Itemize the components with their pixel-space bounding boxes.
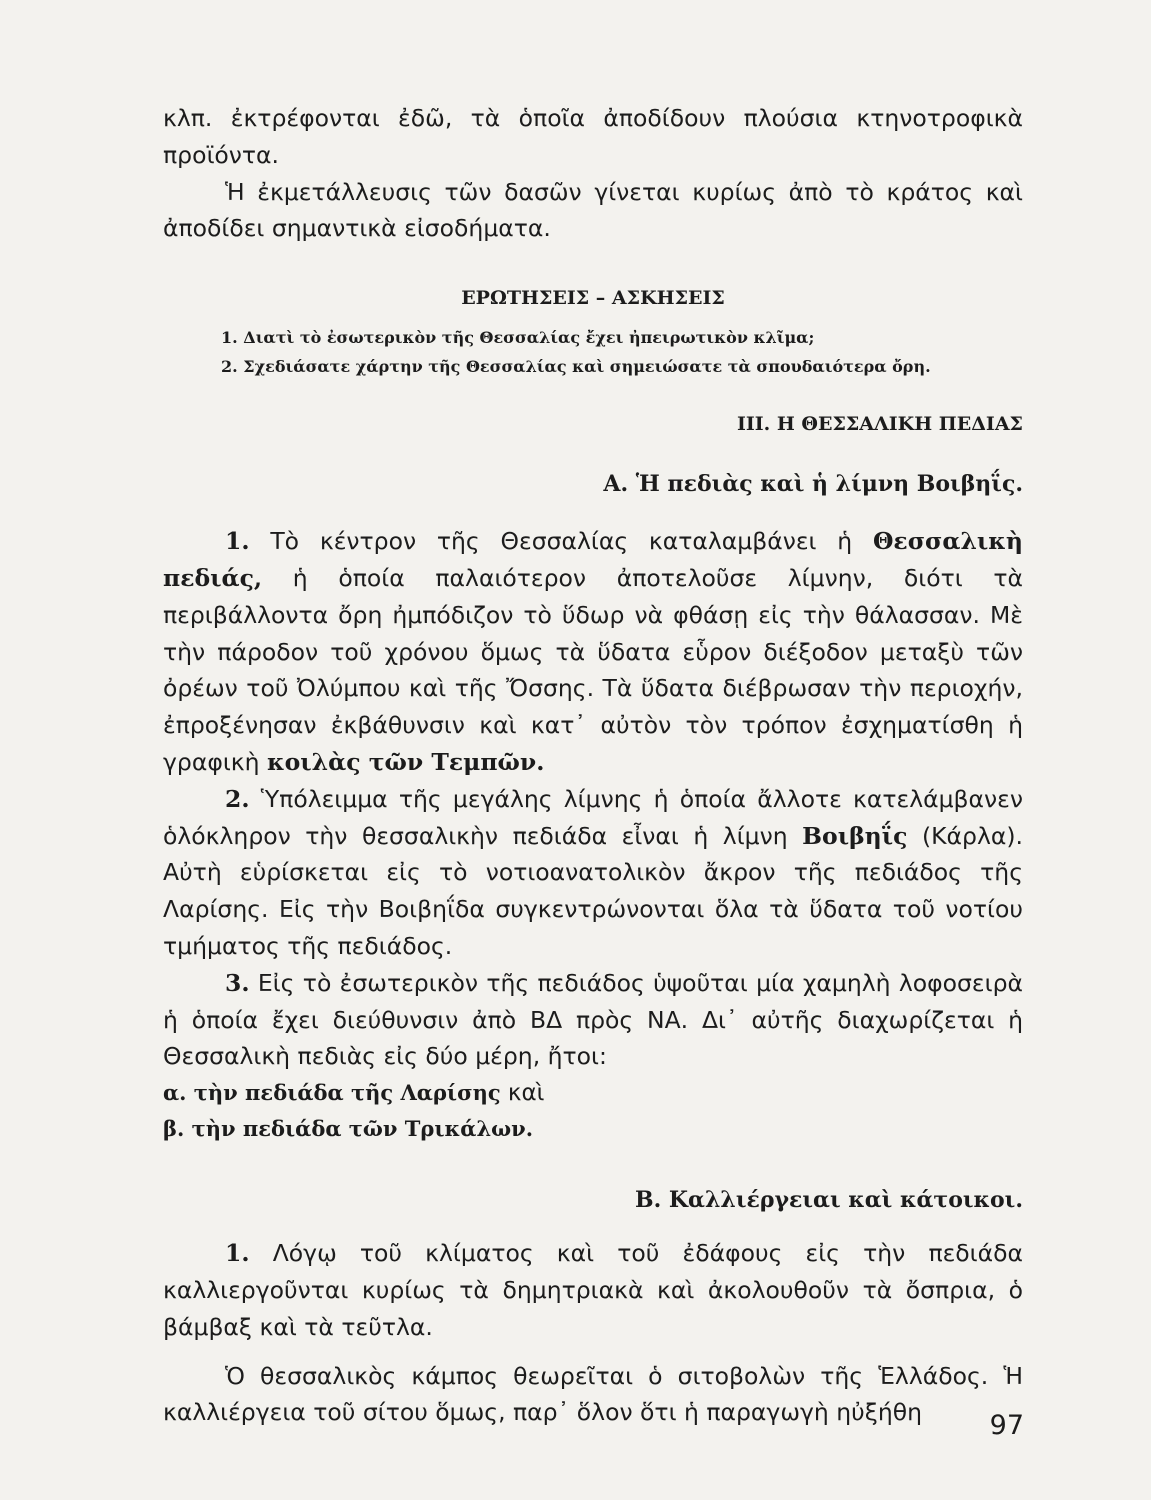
- paragraph-text: Λόγῳ τοῦ κλίματος καὶ τοῦ ἐδάφους εἰς τὴν πεδιάδα καλλιεργοῦνται κυρίως τὰ δημητριακὰ καὶ ἀκολουθοῦν τὰ ὄσπρια, ὁ βάμβαξ καὶ τὰ τεῦτλα.: [163, 1239, 1023, 1341]
- section-b-paragraph-1: [163, 1235, 1023, 1345]
- paragraph-text: Ὑπόλειμμα τῆς μεγάλης λίμνης ἡ ὁποία ἄλλοτε κατελάμβανεν ὁλόκληρον τὴν θεσσαλικὴν πεδιάδα εἶναι ἡ λίμνη: [163, 784, 1023, 850]
- paragraph-number: 1.: [225, 527, 250, 556]
- list-item-bold: β. τὴν πεδιάδα τῶν Τρικάλων.: [163, 1116, 534, 1142]
- section-b-title: Β. Καλλιέργειαι καὶ κάτοικοι.: [635, 1187, 1023, 1214]
- bold-term: Θεσσαλικὴ πεδιάς,: [163, 527, 1023, 592]
- intro-paragraph-1: κλπ. ἐκτρέφονται ἐδῶ, τὰ ὁποῖα ἀποδίδουν πλούσια κτηνοτροφικὰ προϊόντα.: [163, 104, 1023, 169]
- section-a-paragraph-3: [163, 965, 1023, 1075]
- section-a-paragraph-2: [163, 781, 1023, 965]
- questions-heading: ΕΡΩΤΗΣΕΙΣ – ΑΣΚΗΣΕΙΣ: [461, 287, 725, 310]
- list-item: [163, 1075, 1023, 1111]
- question-1: 1. Διατὶ τὸ ἐσωτερικὸν τῆς Θεσσαλίας ἔχει ἠπειρωτικὸν κλῖμα;: [221, 328, 815, 348]
- section-a-paragraph-1: [163, 523, 1023, 781]
- section-b-paragraph-2: Ὁ θεσσαλικὸς κάμπος θεωρεῖται ὁ σιτοβολὼν τῆς Ἑλλάδος. Ἡ καλλιέργεια τοῦ σίτου ὅμως, παρ᾿ ὅλον ὅτι ἡ παραγωγὴ ηὐξήθη: [163, 1361, 1023, 1427]
- list-item: [163, 1111, 1023, 1147]
- list-item-text: καὶ: [500, 1080, 545, 1107]
- question-2: 2. Σχεδιάσατε χάρτην τῆς Θεσσαλίας καὶ σημειώσατε τὰ σπουδαιότερα ὄρη.: [221, 357, 931, 377]
- paragraph-text: Εἰς τὸ ἐσωτερικὸν τῆς πεδιάδος ὑψοῦται μία χαμηλὴ λοφοσειρὰ ἡ ὁποία ἔχει διεύθυνσιν ἀπὸ ΒΔ πρὸς ΝΑ. Δι᾿ αὐτῆς διαχωρίζεται ἡ Θεσσαλικὴ πεδιὰς εἰς δύο μέρη, ἤτοι:: [163, 968, 1023, 1071]
- paragraph-number: 1.: [225, 1239, 250, 1268]
- paragraph-text: (Κάρλα). Αὐτὴ εὑρίσκεται εἰς τὸ νοτιοανατολικὸν ἄκρον τῆς πεδιάδος τῆς Λαρίσης. Εἰς τὴν Βοιβηΐδα συγκεντρώνονται ὅλα τὰ ὕδατα τοῦ νοτίου τμήματος τῆς πεδιάδος.: [163, 821, 1023, 960]
- list-item-bold: α. τὴν πεδιάδα τῆς Λαρίσης: [163, 1080, 501, 1106]
- paragraph-number: 2.: [225, 784, 250, 813]
- paragraph-number: 3.: [225, 968, 250, 997]
- chapter-title: ΙΙΙ. Η ΘΕΣΣΑΛΙΚΗ ΠΕΔΙΑΣ: [736, 413, 1023, 436]
- bold-term: Βοιβηΐς: [802, 821, 908, 850]
- paragraph-text: ἡ ὁποία παλαιότερον ἀποτελοῦσε λίμνην, διότι τὰ περιβάλλοντα ὄρη ἠμπόδιζον τὸ ὕδωρ νὰ φθάσῃ εἰς τὴν θάλασσαν. Μὲ τὴν πάροδον τοῦ χρόνου ὅμως τὰ ὕδατα εὗρον διέξοδον μεταξὺ τῶν ὀρέων τοῦ Ὀλύμπου καὶ τῆς Ὄσσης. Τὰ ὕδατα διέβρωσαν τὴν περιοχήν, ἐπροξένησαν ἐκβάθυνσιν καὶ κατ᾿ αὐτὸν τὸν τρόπον ἐσχηματίσθη ἡ γραφικὴ: [163, 563, 1023, 776]
- paragraph-text: Τὸ κέντρον τῆς Θεσσαλίας καταλαμβάνει ἡ: [249, 527, 873, 556]
- section-a-title: Α. Ἡ πεδιὰς καὶ ἡ λίμνη Βοιβηΐς.: [603, 471, 1023, 498]
- intro-paragraph-2: Ἡ ἐκμετάλλευσις τῶν δασῶν γίνεται κυρίως ἀπὸ τὸ κράτος καὶ ἀποδίδει σημαντικὰ εἰσοδήματα.: [163, 177, 1023, 243]
- bold-term: κοιλὰς τῶν Τεμπῶν.: [266, 747, 545, 776]
- page-number: 97: [989, 1410, 1024, 1441]
